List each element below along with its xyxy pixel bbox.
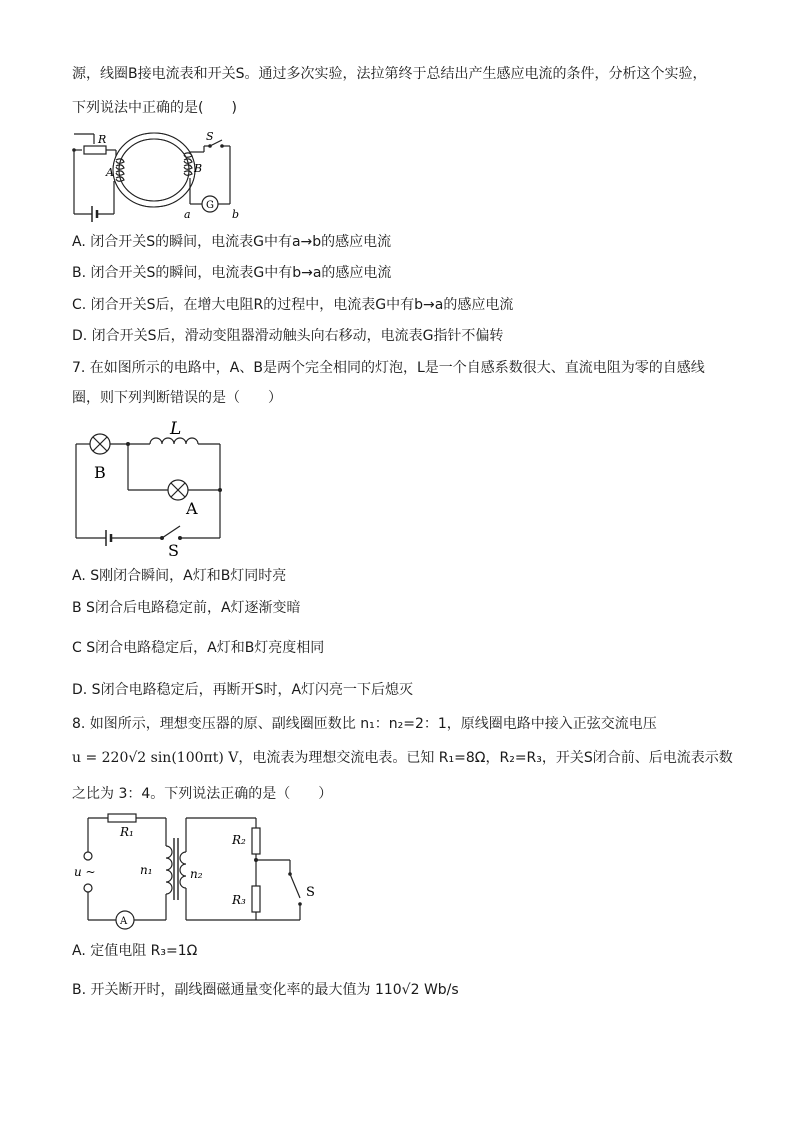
q8-voltage-formula: u = 220√2 sin(100πt) V (72, 750, 239, 766)
q8-stem-line3: 之比为 3：4。下列说法正确的是（ ） (72, 786, 333, 802)
q8-stem-line2-rest: ，电流表为理想交流电表。已知 R₁=8Ω，R₂=R₃，开关S闭合前、后电流表示数 (238, 750, 733, 766)
q7-option-c[interactable]: C S闭合电路稳定后，A灯和B灯亮度相同 (72, 640, 325, 656)
q6-stem-line2: 下列说法中正确的是( ) (72, 100, 237, 116)
q8-transformer-figure (70, 810, 330, 934)
q7-circuit-figure (70, 416, 230, 562)
q6-option-c[interactable]: C. 闭合开关S后，在增大电阻R的过程中，电流表G中有b→a的感应电流 (72, 297, 514, 313)
q6-option-d[interactable]: D. 闭合开关S后，滑动变阻器滑动触头向右移动，电流表G指针不偏转 (72, 328, 504, 344)
q7-option-d[interactable]: D. S闭合电路稳定后，再断开S时，A灯闪亮一下后熄灭 (72, 682, 414, 698)
q7-stem-line2: 圈，则下列判断错误的是（ ） (72, 390, 282, 406)
q6-stem-line1: 源，线圈B接电流表和开关S。通过多次实验，法拉第终于总结出产生感应电流的条件，分析这个实验， (72, 66, 707, 82)
q6-label-B: B (194, 162, 203, 175)
q8-label-R3: R₃ (232, 893, 246, 907)
q8-option-a[interactable]: A. 定值电阻 R₃=1Ω (72, 943, 198, 959)
q7-option-a[interactable]: A. S刚闭合瞬间，A灯和B灯同时亮 (72, 568, 287, 584)
q6-label-S: S (206, 130, 214, 143)
q6-option-a[interactable]: A. 闭合开关S的瞬间，电流表G中有a→b的感应电流 (72, 234, 392, 250)
q8-option-b[interactable]: B. 开关断开时，副线圈磁通量变化率的最大值为 110√2 Wb/s (72, 982, 459, 998)
q6-label-G: G (206, 200, 214, 211)
q6-label-R: R (98, 133, 107, 146)
q7-label-A: A (186, 499, 198, 518)
q8-label-R1: R₁ (120, 825, 134, 839)
q8-stem-line2 (72, 748, 733, 768)
q7-stem-line1: 7. 在如图所示的电路中，A、B是两个完全相同的灯泡，L是一个自感系数很大、直流电阻为零的自感线 (72, 360, 705, 376)
q7-label-L: L (170, 419, 182, 439)
q8-label-S: S (306, 885, 315, 900)
q6-label-a: a (184, 208, 191, 221)
q6-circuit-figure (70, 126, 250, 224)
q7-label-S: S (168, 541, 179, 560)
q8-stem-line1: 8. 如图所示，理想变压器的原、副线圈匝数比 n₁：n₂=2：1，原线圈电路中接入正弦交流电压 (72, 716, 657, 732)
q6-label-A: A (106, 166, 114, 179)
q8-label-u: u ~ (74, 865, 96, 879)
q8-label-n1: n₁ (140, 863, 153, 877)
q6-option-b[interactable]: B. 闭合开关S的瞬间，电流表G中有b→a的感应电流 (72, 265, 392, 281)
q8-label-n2: n₂ (190, 867, 203, 881)
q8-label-R2: R₂ (232, 833, 246, 847)
q7-label-B: B (94, 463, 106, 482)
q8-label-ammeter: A (120, 916, 128, 927)
q6-label-b: b (232, 208, 240, 221)
q7-option-b[interactable]: B S闭合后电路稳定前，A灯逐渐变暗 (72, 600, 301, 616)
